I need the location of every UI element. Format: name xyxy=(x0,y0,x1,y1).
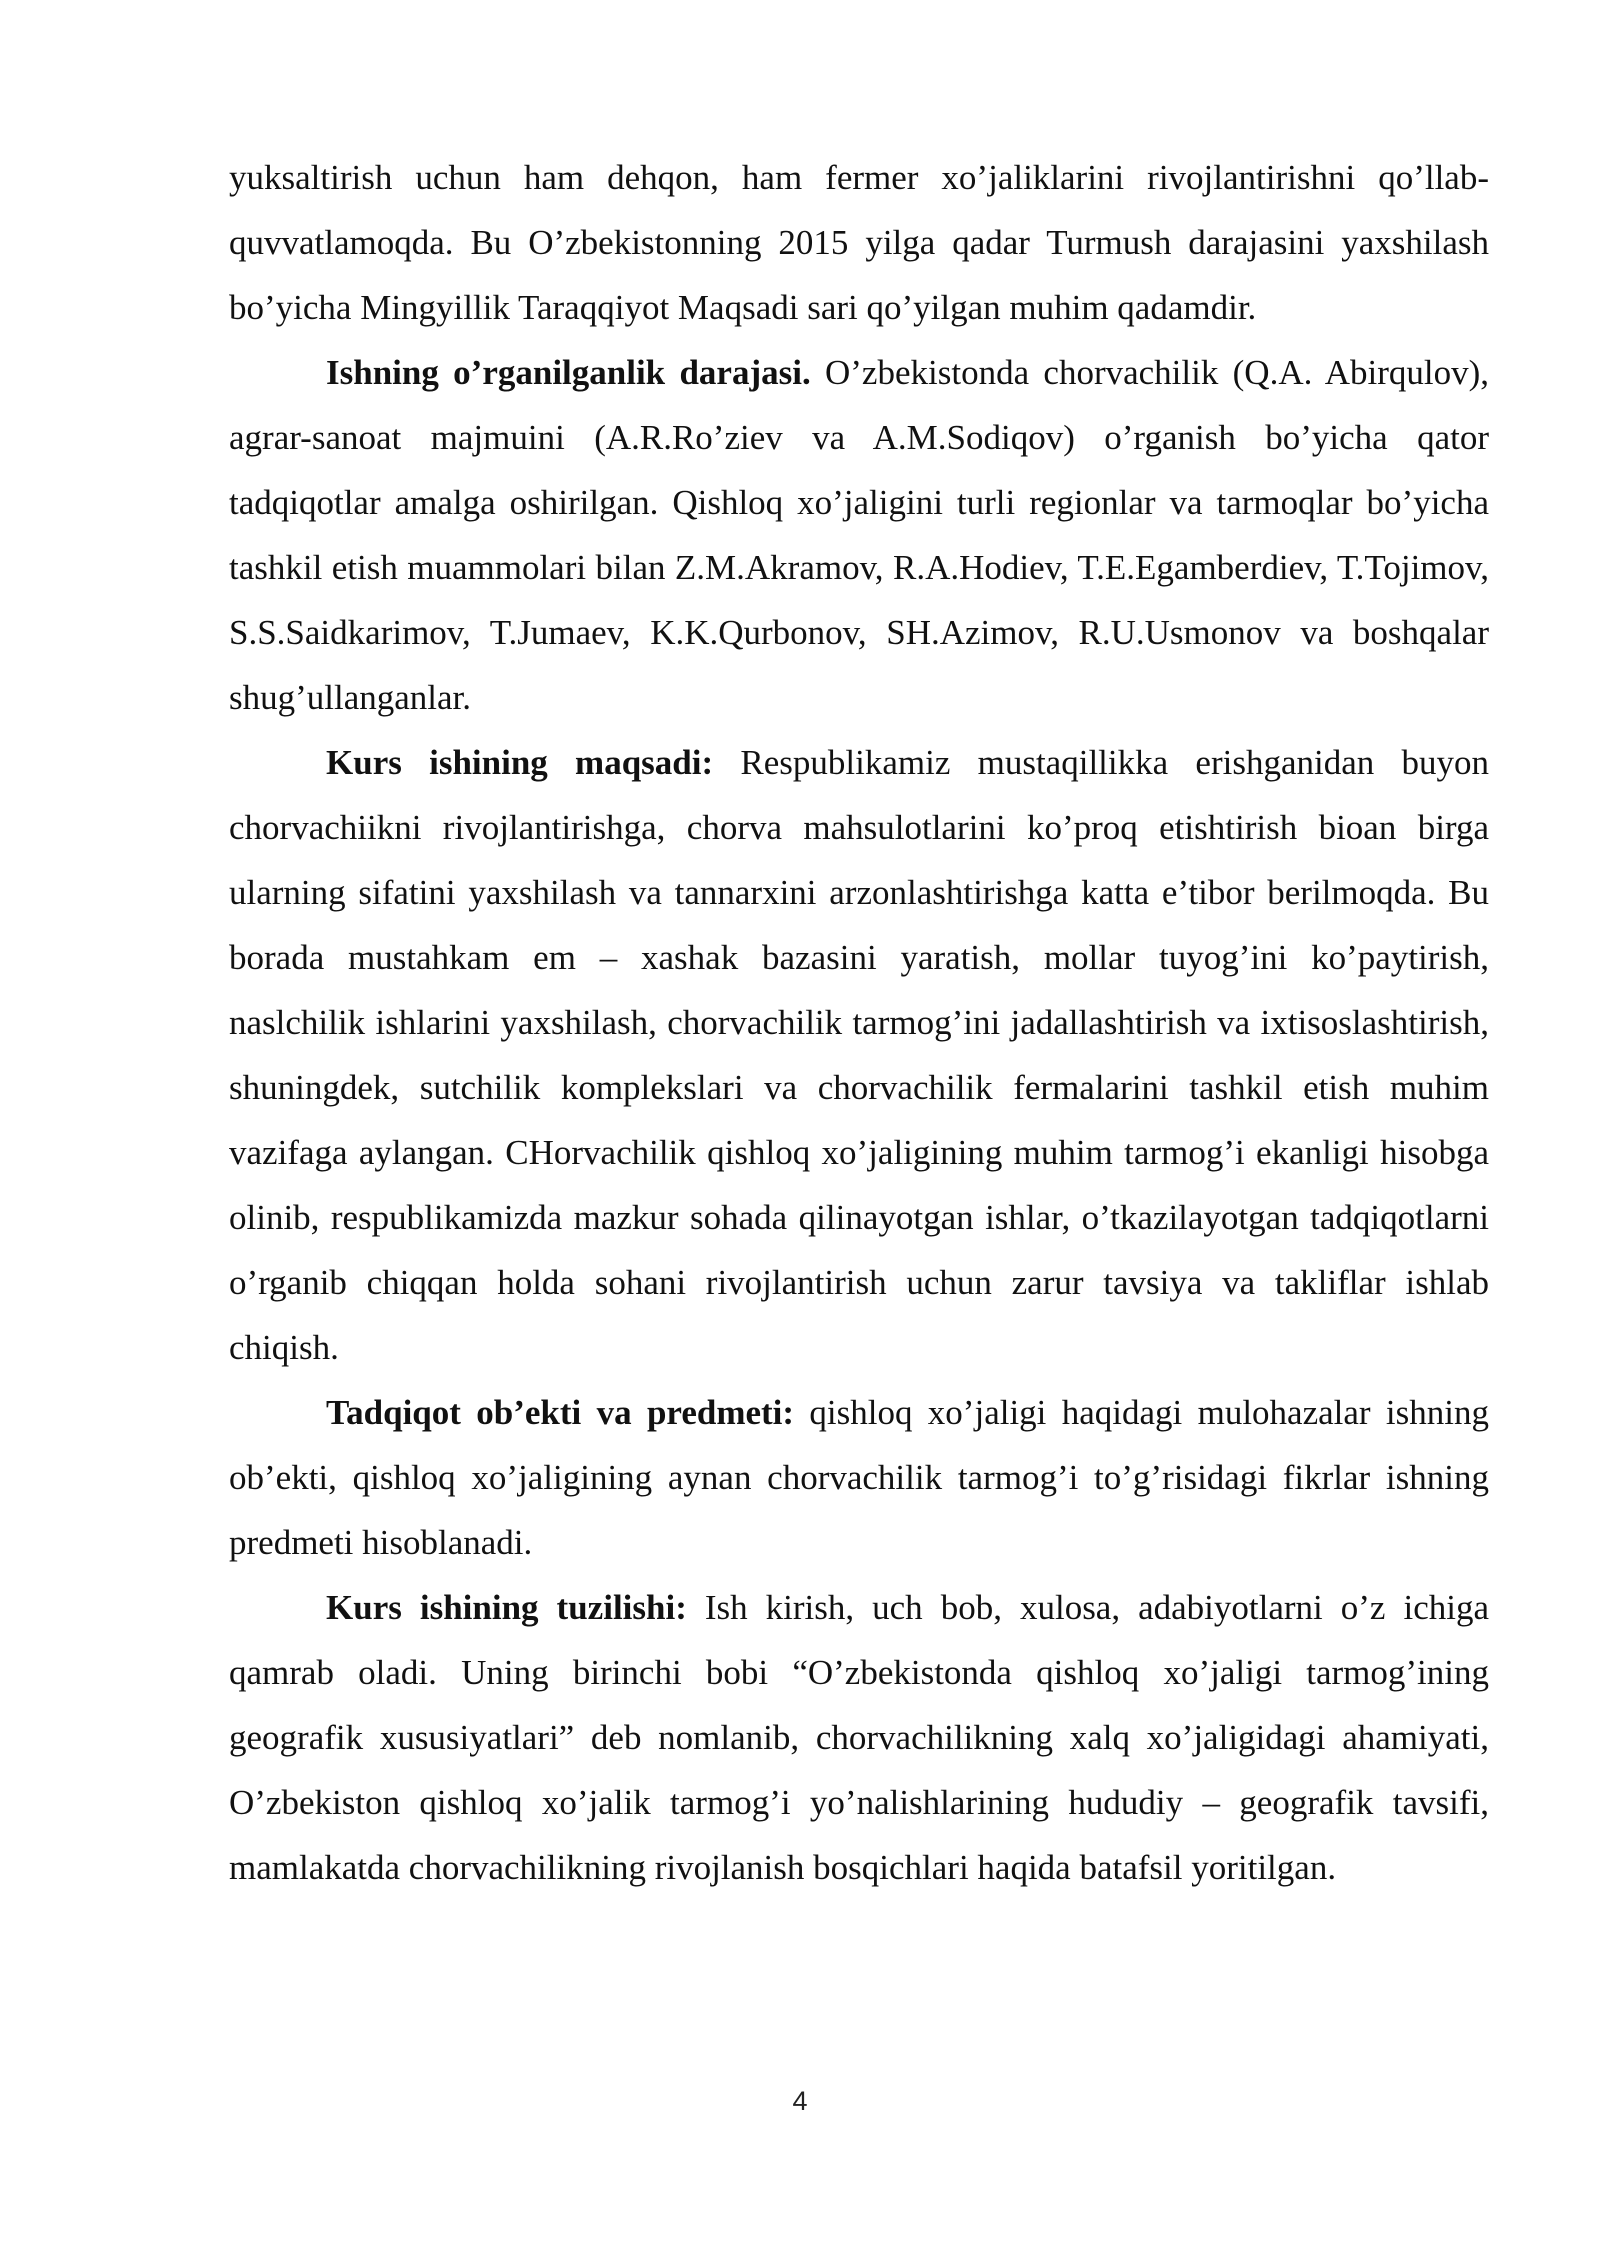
paragraph-text: Respublikamiz mustaqillikka erishganidan buyon chorvachiikni rivojlantirishga, chorva mahsulotlarini ko’proq etishtirish bioan birga ularning sifatini yaxshilash va tannarxini arzonlashtirishga katta e’tibor berilmoqda. Bu borada mustahkam em – xashak bazasini yaratish, mollar tuyog’ini ko’paytirish, naslchilik ishlarini yaxshilash, chorvachilik tarmog’ini jadallashtirish va ixtisoslashtirish, shuningdek, sutchilik komplekslari va chorvachilik fermalarini tashkil etish muhim vazifaga aylangan. CHorvachilik qishloq xo’jaligining muhim tarmog’i ekanligi hisobga olinib, respublikamizda mazkur sohada qilinayotgan ishlar, o’tkazilayotgan tadqiqotlarni o’rganib chiqqan holda sohani rivojlantirish uchun zarur tavsiya va takliflar ishlab chiqish. xyxy=(229,743,1489,1367)
document-body xyxy=(229,145,1489,1900)
paragraph-text: qishloq xo’jaligi haqidagi mulohazalar ishning ob’ekti, qishloq xo’jaligining aynan chorvachilik tarmog’i to’g’risidagi fikrlar ishning predmeti hisoblanadi. xyxy=(229,1393,1489,1562)
paragraph-heading: Kurs ishining maqsadi: xyxy=(326,743,714,782)
paragraph-text: yuksaltirish uchun ham dehqon, ham fermer xo’jaliklarini rivojlantirishni qo’llab-quvvatlamoqda. Bu O’zbekistonning 2015 yilga qadar Turmush darajasini yaxshilash bo’yicha Mingyillik Taraqqiyot Maqsadi sari qo’yilgan muhim qadamdir. xyxy=(229,158,1489,327)
paragraph-text: Ish kirish, uch bob, xulosa, adabiyotlarni o’z ichiga qamrab oladi. Uning birinchi bobi “O’zbekistonda qishloq xo’jaligi tarmog’ining geografik xususiyatlari” deb nomlanib, chorvachilikning xalq xo’jaligidagi ahamiyati, O’zbekiston qishloq xo’jalik tarmog’i yo’nalishlarining hududiy – geografik tavsifi, mamlakatda chorvachilikning rivojlanish bosqichlari haqida batafsil yoritilgan. xyxy=(229,1588,1489,1887)
paragraph-continuation xyxy=(229,145,1489,340)
paragraph-course-structure xyxy=(229,1575,1489,1900)
paragraph-research-level xyxy=(229,340,1489,730)
paragraph-course-goal xyxy=(229,730,1489,1380)
paragraph-heading: Tadqiqot ob’ekti va predmeti: xyxy=(326,1393,795,1432)
paragraph-heading: Ishning o’rganilganlik darajasi. xyxy=(326,353,811,392)
page-number: 4 xyxy=(792,2086,808,2116)
paragraph-text: O’zbekistonda chorvachilik (Q.A. Abirqulov), agrar-sanoat majmuini (A.R.Ro’ziev va A.M.Sodiqov) o’rganish bo’yicha qator tadqiqotlar amalga oshirilgan. Qishloq xo’jaligini turli regionlar va tarmoqlar bo’yicha tashkil etish muammolari bilan Z.M.Akramov, R.A.Hodiev, T.E.Egamberdiev, T.Tojimov, S.S.Saidkarimov, T.Jumaev, K.K.Qurbonov, SH.Azimov, R.U.Usmonov va boshqalar shug’ullanganlar. xyxy=(229,353,1489,717)
paragraph-heading: Kurs ishining tuzilishi: xyxy=(326,1588,687,1627)
paragraph-research-object xyxy=(229,1380,1489,1575)
